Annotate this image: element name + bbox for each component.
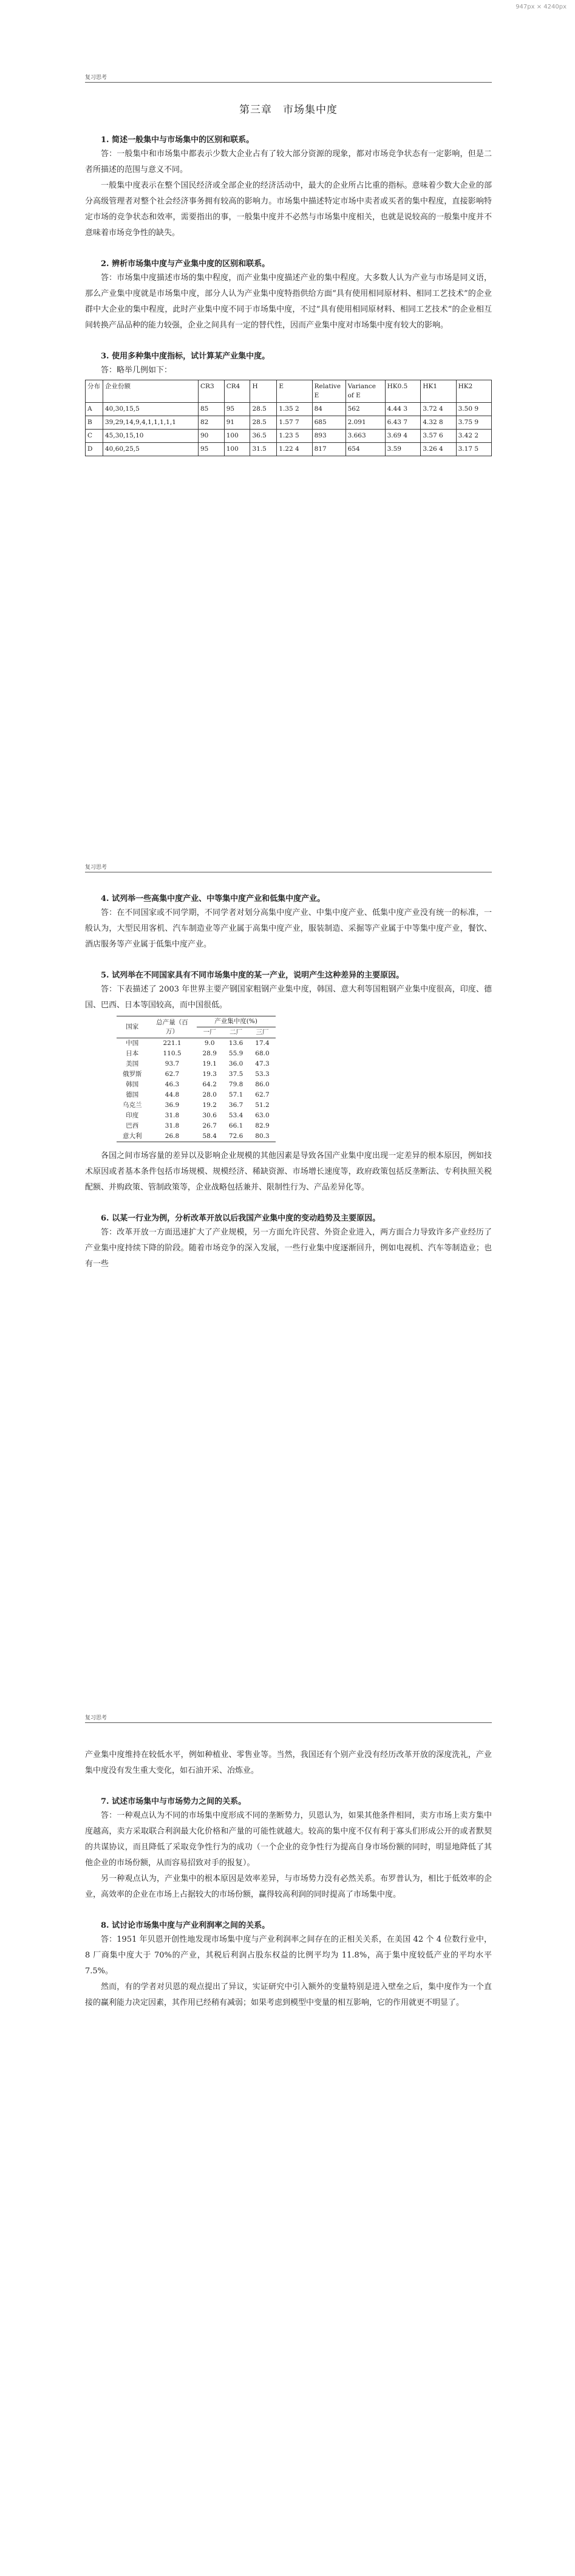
table-cell: 51.2 (255, 1101, 270, 1109)
page-3 (85, 1713, 492, 2011)
table-cell: 6.43 7 (385, 416, 421, 430)
table-header-concentration: 产业集中度(%) (197, 1016, 276, 1027)
question-6-title: 6. 以某一行业为例，分析改革开放以后我国产业集中度的变动趋势及主要原因。 (101, 1214, 381, 1223)
concentration-index-table (85, 380, 492, 456)
chapter-title: 第三章 市场集中度 (239, 104, 338, 116)
table-cell: 19.3 (202, 1070, 217, 1078)
table-cell: 28.5 (250, 416, 277, 430)
question-5-paragraph-2: 各国之间市场容量的差异以及影响企业规模的其他因素是导致各国产业集中度出现一定差异的根本原因，例如技术原因或者基本条件包括市场规模、规模经济、稀缺资源、市场增长速度等，政府政策包括反垄断法、专利执照关税配额、并购政策、管制政策等，企业战略包括兼并、限制性行为、产品差异化等。 (85, 1151, 492, 1192)
question-5-answer: 答：下表描述了 2003 年世界主要产钢国家粗钢产业集中度，韩国、意大利等国粗钢产业集中度很高，印度、德国、巴西、日本等国较高，而中国很低。 (85, 985, 492, 1010)
steel-concentration-table (117, 1016, 276, 1142)
table-cell: D (86, 443, 103, 456)
table-row (117, 1090, 276, 1100)
table-subheader-cell: 三厂 (249, 1027, 275, 1038)
table-row (86, 430, 492, 443)
table-cell: 巴西 (126, 1122, 139, 1129)
table-cell: 3.75 9 (456, 416, 491, 430)
table-cell: 62.7 (165, 1070, 180, 1078)
table-cell: 28.9 (202, 1050, 217, 1057)
table-header-cell: HK1 (421, 380, 456, 403)
table-cell: 44.8 (165, 1091, 180, 1098)
table-cell: 26.7 (202, 1122, 217, 1129)
table-cell: 95 (199, 443, 225, 456)
table-cell: 3.663 (345, 430, 385, 443)
question-6-answer: 答：改革开放一方面迅速扩大了产业规模，另一方面允许民营、外资企业进入，两方面合力导致许多产业经历了产业集中度持续下降的阶段。随着市场竞争的深入发展，一些行业集中度逐渐回升，例如电视机、汽车等制造业；也有一些 (85, 1228, 492, 1269)
table-cell: 28.0 (202, 1091, 217, 1098)
table-cell: 45,30,15,10 (103, 430, 199, 443)
table-cell: 3.42 2 (456, 430, 491, 443)
table-subheader-cell: 一厂 (197, 1027, 223, 1038)
table-cell: 乌克兰 (123, 1101, 142, 1109)
table-header-row (117, 1016, 276, 1027)
table-cell: 82 (199, 416, 225, 430)
table-cell: 57.1 (228, 1091, 243, 1098)
table-cell: 日本 (126, 1050, 139, 1057)
question-7-paragraph-2: 另一种观点认为，产业集中的根本原因是效率差异，与市场势力没有必然关系。布罗普认为，相比于低效率的企业，高效率的企业在市场上占据较大的市场份额，赢得较高利润的同时提高了市场集中度。 (85, 1874, 492, 1899)
table-cell: 72.6 (223, 1131, 249, 1142)
table-cell: 36.7 (228, 1101, 243, 1109)
table-cell: 19.2 (202, 1101, 217, 1109)
table-cell: 36.5 (250, 430, 277, 443)
table-cell: 40,60,25,5 (103, 443, 199, 456)
table-cell: 110.5 (163, 1050, 182, 1057)
table-header-row (86, 380, 492, 403)
question-1-answer: 答：一般集中和市场集中都表示少数大企业占有了较大部分资源的现象，都对市场竞争状态有一定影响，但是二者所描述的范围与意义不同。 (85, 149, 492, 174)
table-cell: 1.35 2 (277, 403, 312, 416)
table-cell: 俄罗斯 (123, 1070, 142, 1078)
table-row (117, 1080, 276, 1090)
table-cell: 中国 (126, 1040, 139, 1047)
table-cell: 86.0 (255, 1081, 270, 1088)
question-8-paragraph-2: 然而，有的学者对贝恩的观点提出了异议，实证研究中引入额外的变量特别是进入壁垒之后，集中度作为一个直接的赢利能力决定因素，其作用已经稍有减弱；如果考虑到模型中变量的相互影响，它的作用就更不明显了。 (85, 1982, 492, 2007)
table-cell: 3.59 (385, 443, 421, 456)
page-2 (85, 863, 492, 1272)
table-cell: 68.0 (255, 1050, 270, 1057)
table-header-country: 国家 (117, 1016, 148, 1038)
table-cell: 91 (224, 416, 250, 430)
question-1-paragraph-2: 一般集中度表示在整个国民经济或全部企业的经济活动中，最大的企业所占比重的指标。意味着少数大企业的部分高级管理者对整个社会经济事务拥有较高的影响力。市场集中描述特定市场中卖者或买者的集中程度，直接影响特定市场的竞争状态和效率，需要指出的事，一般集中度并不必然与市场集中度相关，也就是说较高的一般集中度并不意味着市场竞争性的缺失。 (85, 181, 492, 238)
question-2-title: 2. 辨析市场集中度与产业集中度的区别和联系。 (101, 259, 270, 269)
table-header-cell: Relative E (312, 380, 345, 403)
page-header: 复习思考 (85, 863, 492, 872)
table-row (117, 1059, 276, 1069)
table-cell: 1.57 7 (277, 416, 312, 430)
table-cell: 9.0 (204, 1040, 215, 1047)
question-4-title: 4. 试列举一些高集中度产业、中等集中度产业和低集中度产业。 (101, 894, 325, 903)
table-cell: 817 (312, 443, 345, 456)
table-cell: 36.9 (165, 1101, 180, 1109)
question-6-continued: 产业集中度维持在较低水平，例如种植业、零售业等。当然，我国还有个别产业没有经历改革开放的深度洗礼，产业集中度没有发生重大变化，如石油开采、冶炼业。 (85, 1750, 492, 1775)
table-cell: 80.3 (249, 1131, 275, 1142)
table-header-cell: E (277, 380, 312, 403)
table-cell: 90 (199, 430, 225, 443)
table-cell: 3.69 4 (385, 430, 421, 443)
page-header: 复习思考 (85, 73, 492, 83)
table-cell: 意大利 (117, 1131, 148, 1142)
table-cell: 17.4 (255, 1040, 270, 1047)
table-cell: 4.32 8 (421, 416, 456, 430)
table-cell: 893 (312, 430, 345, 443)
table-cell: 58.4 (197, 1131, 223, 1142)
table-cell: 3.72 4 (421, 403, 456, 416)
table-cell: 31.8 (165, 1122, 180, 1129)
table-cell: 3.50 9 (456, 403, 491, 416)
table-cell: 100 (224, 443, 250, 456)
table-cell: 85 (199, 403, 225, 416)
table-cell: 1.23 5 (277, 430, 312, 443)
table-row (117, 1049, 276, 1059)
table-cell: 221.1 (163, 1040, 182, 1047)
table-cell: 3.57 6 (421, 430, 456, 443)
table-cell: B (86, 416, 103, 430)
table-header-cell: 企业份额 (103, 380, 199, 403)
table-cell: 德国 (126, 1091, 139, 1098)
table-row (117, 1111, 276, 1121)
page-1 (85, 73, 492, 456)
table-row (117, 1100, 276, 1111)
table-cell: 31.8 (165, 1112, 180, 1119)
table-cell: 53.3 (255, 1070, 270, 1078)
question-5-title: 5. 试列举在不同国家具有不同市场集中度的某一产业，说明产生这种差异的主要原因。 (101, 971, 404, 980)
table-header-cell: CR3 (199, 380, 225, 403)
table-cell: C (86, 430, 103, 443)
table-cell: 2.091 (345, 416, 385, 430)
question-7-title: 7. 试述市场集中与市场势力之间的关系。 (101, 1797, 247, 1806)
table-cell: 93.7 (165, 1060, 180, 1067)
table-cell: 64.2 (202, 1081, 217, 1088)
table-cell: 82.9 (255, 1122, 270, 1129)
table-cell: 36.0 (228, 1060, 243, 1067)
table-cell: 47.3 (255, 1060, 270, 1067)
table-cell: 28.5 (250, 403, 277, 416)
table-cell: 美国 (126, 1060, 139, 1067)
table-cell: 46.3 (165, 1081, 180, 1088)
page-header: 复习思考 (85, 1713, 492, 1723)
table-cell: 4.44 3 (385, 403, 421, 416)
table-cell: 30.6 (202, 1112, 217, 1119)
question-8-answer: 答：1951 年贝恩开创性地发现市场集中度与产业利润率之间存在的正相关关系，在美国 42 个 4 位数行业中，8 厂商集中度大于 70%的产业，其税后利润占股东权益的比例平均为 11.8%，高于集中度较低产业的平均水平 7.5%。 (85, 1935, 492, 1976)
table-cell: 26.8 (148, 1131, 197, 1142)
table-cell: 66.1 (228, 1122, 243, 1129)
table-header-cell: 分布 (86, 380, 103, 403)
table-cell: 62.7 (255, 1091, 270, 1098)
table-cell: 53.4 (228, 1112, 243, 1119)
table-header-output: 总产量（百万） (148, 1016, 197, 1038)
table-cell: 84 (312, 403, 345, 416)
table-cell: 3.17 5 (456, 443, 491, 456)
question-4-answer: 答：在不同国家或不同学期，不同学者对划分高集中度产业、中集中度产业、低集中度产业没有统一的标准，一般认为，大型民用客机、汽车制造业等产业属于高集中度产业，服装制造、采掘等产业属于中等集中度产业，餐饮、酒店服务等产业属于低集中度产业。 (85, 908, 492, 949)
table-cell: 55.9 (228, 1050, 243, 1057)
table-subheader-cell: 二厂 (223, 1027, 249, 1038)
question-3-title: 3. 使用多种集中度指标，试计算某产业集中度。 (101, 352, 270, 361)
table-cell: 3.26 4 (421, 443, 456, 456)
table-header-cell: H (250, 380, 277, 403)
question-8-title: 8. 试讨论市场集中度与产业利润率之间的关系。 (101, 1921, 270, 1930)
table-cell: 562 (345, 403, 385, 416)
question-1-title: 1. 简述一般集中与市场集中的区别和联系。 (101, 135, 254, 145)
table-cell: 13.6 (228, 1040, 243, 1047)
table-cell: 63.0 (255, 1112, 270, 1119)
table-row (117, 1121, 276, 1131)
table-cell: 654 (345, 443, 385, 456)
table-row (117, 1069, 276, 1080)
table-cell: 100 (224, 430, 250, 443)
table-cell: A (86, 403, 103, 416)
image-dimension-label: 947px × 4240px (515, 4, 566, 10)
table-cell: 39,29,14,9,4,1,1,1,1,1 (103, 416, 199, 430)
table-cell: 95 (224, 403, 250, 416)
table-row (117, 1131, 276, 1142)
table-header-cell: HK2 (456, 380, 491, 403)
table-header-cell: Variance of E (345, 380, 385, 403)
table-cell: 19.1 (202, 1060, 217, 1067)
table-cell: 韩国 (126, 1081, 139, 1088)
table-row (86, 403, 492, 416)
question-7-answer: 答：一种观点认为不同的市场集中度形成不同的垄断势力，贝恩认为，如果其他条件相同，卖方市场上卖方集中度越高，卖方采取联合利润最大化价格和产量的可能性就越大。较高的集中度不仅有利于寡头们形成公开的或者默契的共谋协议，而且降低了采取竞争性行为的成功（一个企业的竞争性行为提高自身市场份额的同时，明显地降低了其他企业的市场份额，从而容易招致对手的报复）。 (85, 1811, 492, 1868)
table-cell: 印度 (126, 1112, 139, 1119)
table-cell: 79.8 (228, 1081, 243, 1088)
table-header-cell: HK0.5 (385, 380, 421, 403)
table-header-cell: CR4 (224, 380, 250, 403)
question-2-answer: 答：市场集中度描述市场的集中程度，而产业集中度描述产业的集中程度。大多数人认为产业与市场是同义语，那么产业集中度就是市场集中度，部分人认为产业集中度特指供给方面“具有使用相同原材料、相同工艺技术”的企业群中大企业的集中程度，此时产业集中度不同于市场集中度，不过“具有使用相同原材料、相同工艺技术”的企业相互间转换产品品种的能力较强，企业之间具有一定的替代性，因而产业集中度对市场集中度有较大的影响。 (85, 273, 492, 330)
table-row (86, 416, 492, 430)
table-row (86, 443, 492, 456)
question-3-answer-intro: 答：略举几例如下： (101, 366, 172, 375)
table-row (117, 1038, 276, 1049)
table-cell: 40,30,15,5 (103, 403, 199, 416)
table-cell: 31.5 (250, 443, 277, 456)
table-cell: 1.22 4 (277, 443, 312, 456)
table-cell: 685 (312, 416, 345, 430)
table-cell: 37.5 (228, 1070, 243, 1078)
